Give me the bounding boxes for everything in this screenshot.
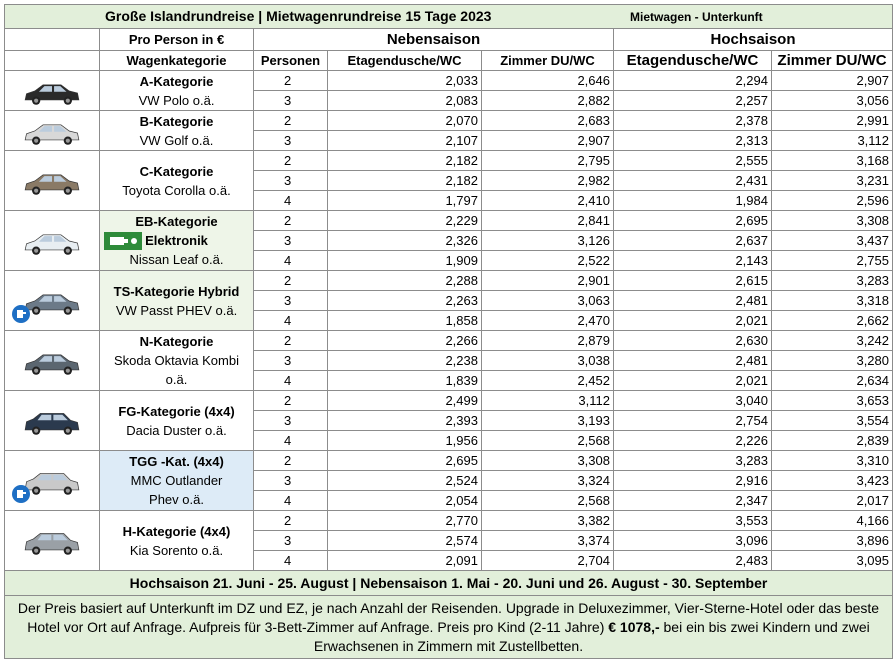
hoch-zimmer-price: 2,907 — [772, 71, 893, 91]
persons-cell: 4 — [254, 551, 328, 571]
persons-cell: 4 — [254, 191, 328, 211]
category-extra — [102, 231, 251, 250]
category-cell — [100, 71, 254, 111]
neben-etage-price: 2,033 — [328, 71, 482, 91]
neben-zimmer-price: 3,126 — [482, 231, 614, 251]
table-row — [5, 331, 893, 351]
category-name: A-Kategorie — [139, 73, 214, 89]
neben-etage-price: 2,499 — [328, 391, 482, 411]
hoch-zimmer-price: 3,308 — [772, 211, 893, 231]
neben-etage-price: 2,107 — [328, 131, 482, 151]
hoch-etagendusche-header: Etagendusche/WC — [614, 51, 772, 71]
neben-zimmer-header: Zimmer DU/WC — [482, 51, 614, 71]
neben-etage-price: 2,266 — [328, 331, 482, 351]
hoch-zimmer-price: 2,662 — [772, 311, 893, 331]
hoch-etage-price: 3,040 — [614, 391, 772, 411]
neben-zimmer-price: 3,308 — [482, 451, 614, 471]
persons-cell: 4 — [254, 251, 328, 271]
category-cell — [100, 391, 254, 451]
hoch-etage-price: 2,754 — [614, 411, 772, 431]
hoch-zimmer-price: 3,095 — [772, 551, 893, 571]
category-model: Skoda Oktavia Kombi — [113, 353, 239, 368]
category-name: B-Kategorie — [139, 113, 214, 129]
neben-etage-price: 1,797 — [328, 191, 482, 211]
neben-zimmer-price: 3,193 — [482, 411, 614, 431]
table-row — [5, 151, 893, 171]
hoch-zimmer-price: 3,231 — [772, 171, 893, 191]
car-image — [5, 111, 100, 151]
title-text: Große Islandrundreise | Mietwagenrundreise 15 Tage 2023 — [105, 8, 492, 24]
hoch-etage-price: 2,615 — [614, 271, 772, 291]
neben-etage-price: 2,288 — [328, 271, 482, 291]
neben-zimmer-price: 2,882 — [482, 91, 614, 111]
price-note — [5, 596, 893, 659]
category-cell — [100, 511, 254, 571]
car-image — [5, 511, 100, 571]
category-model: Kia Sorento o.ä. — [129, 542, 224, 558]
neben-zimmer-price: 2,410 — [482, 191, 614, 211]
price-note-text: Der Preis basiert auf Unterkunft im DZ und EZ, je nach Anzahl der Reisenden. Upgrade in Deluxezimmer, Vier-Sterne-Hotel oder das beste Hotel vor Ort auf Anfrage. Aufpreis für 3-Bett-Zimmer auf Anfrage. Preis pro Kind (2-11 Jahre) — [17, 599, 880, 635]
persons-cell: 4 — [254, 311, 328, 331]
neben-zimmer-price: 2,568 — [482, 491, 614, 511]
category-model: Dacia Duster o.ä. — [126, 422, 227, 438]
hoch-zimmer-price: 2,839 — [772, 431, 893, 451]
category-name: N-Kategorie — [139, 334, 214, 349]
page-title — [5, 5, 893, 29]
table-row — [5, 111, 893, 131]
neben-etage-price: 1,909 — [328, 251, 482, 271]
hoch-etage-price: 1,984 — [614, 191, 772, 211]
hoch-etage-price: 2,257 — [614, 91, 772, 111]
table-row — [5, 211, 893, 231]
car-image — [5, 391, 100, 451]
persons-cell: 2 — [254, 391, 328, 411]
persons-cell: 3 — [254, 171, 328, 191]
hoch-etage-price: 2,916 — [614, 471, 772, 491]
neben-zimmer-price: 2,646 — [482, 71, 614, 91]
hoch-etage-price: 2,021 — [614, 371, 772, 391]
hochsaison-header: Hochsaison — [614, 29, 893, 51]
neben-zimmer-price: 2,841 — [482, 211, 614, 231]
persons-cell: 3 — [254, 351, 328, 371]
persons-cell: 2 — [254, 331, 328, 351]
car-image — [5, 271, 100, 331]
hoch-zimmer-price: 3,423 — [772, 471, 893, 491]
car-image — [5, 71, 100, 111]
neben-zimmer-price: 2,568 — [482, 431, 614, 451]
hoch-etage-price: 2,143 — [614, 251, 772, 271]
per-person-label: Pro Person in € — [100, 29, 254, 51]
neben-etage-price: 2,238 — [328, 351, 482, 371]
persons-cell: 3 — [254, 471, 328, 491]
neben-etage-price: 2,770 — [328, 511, 482, 531]
hoch-zimmer-price: 2,991 — [772, 111, 893, 131]
neben-zimmer-price: 2,879 — [482, 331, 614, 351]
category-cell — [100, 211, 254, 271]
neben-zimmer-price: 3,038 — [482, 351, 614, 371]
hoch-etage-price: 2,347 — [614, 491, 772, 511]
neben-etage-price: 1,858 — [328, 311, 482, 331]
hoch-zimmer-price: 2,755 — [772, 251, 893, 271]
car-image — [5, 451, 100, 511]
plugin-hybrid-icon — [11, 304, 31, 324]
hoch-zimmer-price: 4,166 — [772, 511, 893, 531]
hoch-etage-price: 2,481 — [614, 291, 772, 311]
persons-cell: 3 — [254, 231, 328, 251]
neben-zimmer-price: 3,063 — [482, 291, 614, 311]
category-cell — [100, 151, 254, 211]
persons-cell: 2 — [254, 211, 328, 231]
neben-etage-price: 2,070 — [328, 111, 482, 131]
neben-zimmer-price: 2,901 — [482, 271, 614, 291]
neben-zimmer-price: 3,374 — [482, 531, 614, 551]
category-cell — [100, 331, 254, 391]
category-name: FG-Kategorie (4x4) — [118, 403, 235, 419]
neben-zimmer-price: 3,324 — [482, 471, 614, 491]
car-image — [5, 211, 100, 271]
hoch-zimmer-price: 2,596 — [772, 191, 893, 211]
neben-zimmer-price: 3,382 — [482, 511, 614, 531]
neben-etage-price: 2,083 — [328, 91, 482, 111]
hoch-zimmer-price: 3,168 — [772, 151, 893, 171]
category-model: Nissan Leaf o.ä. — [129, 252, 224, 267]
hoch-zimmer-price: 2,017 — [772, 491, 893, 511]
hoch-etage-price: 2,378 — [614, 111, 772, 131]
persons-cell: 2 — [254, 151, 328, 171]
hoch-etage-price: 2,637 — [614, 231, 772, 251]
neben-zimmer-price: 3,112 — [482, 391, 614, 411]
category-model-2: o.ä. — [165, 372, 188, 387]
neben-etage-price: 2,263 — [328, 291, 482, 311]
hoch-etage-price: 2,431 — [614, 171, 772, 191]
neben-zimmer-price: 2,795 — [482, 151, 614, 171]
persons-cell: 3 — [254, 411, 328, 431]
hoch-etage-price: 2,630 — [614, 331, 772, 351]
persons-cell: 2 — [254, 111, 328, 131]
neben-zimmer-price: 2,683 — [482, 111, 614, 131]
category-name: EB-Kategorie — [135, 214, 218, 229]
table-row — [5, 451, 893, 471]
hoch-zimmer-price: 3,653 — [772, 391, 893, 411]
neben-etage-price: 1,839 — [328, 371, 482, 391]
season-dates: Hochsaison 21. Juni - 25. August | Nebensaison 1. Mai - 20. Juni und 26. August - 30. September — [5, 571, 893, 596]
hoch-etage-price: 3,096 — [614, 531, 772, 551]
category-model: VW Golf o.ä. — [139, 132, 214, 148]
wagenkategorie-header: Wagenkategorie — [100, 51, 254, 71]
hoch-zimmer-price: 2,634 — [772, 371, 893, 391]
hoch-etage-price: 2,226 — [614, 431, 772, 451]
neben-zimmer-price: 2,907 — [482, 131, 614, 151]
neben-zimmer-price: 2,982 — [482, 171, 614, 191]
category-model: VW Passt PHEV o.ä. — [115, 302, 238, 318]
hoch-etage-price: 2,294 — [614, 71, 772, 91]
subtitle-text: Mietwagen - Unterkunft — [630, 10, 763, 24]
table-row — [5, 71, 893, 91]
hoch-zimmer-price: 3,896 — [772, 531, 893, 551]
neben-zimmer-price: 2,470 — [482, 311, 614, 331]
plugin-hybrid-icon — [11, 484, 31, 504]
hoch-zimmer-price: 3,437 — [772, 231, 893, 251]
neben-etage-price: 2,229 — [328, 211, 482, 231]
category-name: TGG -Kat. (4x4) — [129, 454, 224, 469]
neben-etage-price: 2,054 — [328, 491, 482, 511]
hoch-zimmer-price: 3,056 — [772, 91, 893, 111]
category-cell — [100, 271, 254, 331]
persons-cell: 3 — [254, 531, 328, 551]
hoch-etage-price: 2,483 — [614, 551, 772, 571]
hoch-zimmer-price: 3,112 — [772, 131, 893, 151]
neben-etage-price: 1,956 — [328, 431, 482, 451]
hoch-zimmer-price: 3,283 — [772, 271, 893, 291]
price-sheet — [4, 4, 892, 660]
neben-etage-price: 2,326 — [328, 231, 482, 251]
hoch-zimmer-price: 3,242 — [772, 331, 893, 351]
category-name: H-Kategorie (4x4) — [122, 523, 231, 539]
hoch-etage-price: 2,481 — [614, 351, 772, 371]
category-model: MMC Outlander — [130, 473, 223, 488]
hoch-etage-price: 3,283 — [614, 451, 772, 471]
category-model: VW Polo o.ä. — [138, 92, 215, 108]
persons-cell: 4 — [254, 371, 328, 391]
neben-etagendusche-header: Etagendusche/WC — [328, 51, 482, 71]
nebensaison-header: Nebensaison — [254, 29, 614, 51]
persons-cell: 4 — [254, 431, 328, 451]
hoch-zimmer-header: Zimmer DU/WC — [772, 51, 893, 71]
neben-etage-price: 2,574 — [328, 531, 482, 551]
category-name: C-Kategorie — [139, 163, 214, 179]
hoch-zimmer-price: 3,318 — [772, 291, 893, 311]
table-row — [5, 511, 893, 531]
table-row — [5, 391, 893, 411]
hoch-etage-price: 2,021 — [614, 311, 772, 331]
neben-etage-price: 2,182 — [328, 171, 482, 191]
table-row — [5, 271, 893, 291]
hoch-zimmer-price: 3,554 — [772, 411, 893, 431]
price-note-text-end: bei ein bis zwei Kindern und zwei Erwachsenen in Zimmern mit Zustellbetten. — [313, 618, 870, 654]
hoch-etage-price: 2,313 — [614, 131, 772, 151]
price-table — [4, 4, 893, 659]
category-name: TS-Kategorie Hybrid — [113, 283, 240, 299]
neben-zimmer-price: 2,704 — [482, 551, 614, 571]
persons-cell: 3 — [254, 291, 328, 311]
category-extra-text: Elektronik — [145, 233, 208, 248]
persons-cell: 3 — [254, 131, 328, 151]
hoch-etage-price: 2,555 — [614, 151, 772, 171]
neben-zimmer-price: 2,452 — [482, 371, 614, 391]
hoch-etage-price: 2,695 — [614, 211, 772, 231]
neben-etage-price: 2,393 — [328, 411, 482, 431]
neben-etage-price: 2,182 — [328, 151, 482, 171]
category-model-2: Phev o.ä. — [149, 492, 204, 507]
car-image — [5, 151, 100, 211]
persons-cell: 2 — [254, 71, 328, 91]
hoch-zimmer-price: 3,310 — [772, 451, 893, 471]
persons-cell: 2 — [254, 271, 328, 291]
persons-cell: 2 — [254, 511, 328, 531]
hoch-etage-price: 3,553 — [614, 511, 772, 531]
persons-cell: 2 — [254, 451, 328, 471]
category-cell — [100, 111, 254, 151]
persons-cell: 3 — [254, 91, 328, 111]
neben-etage-price: 2,524 — [328, 471, 482, 491]
car-image — [5, 331, 100, 391]
neben-etage-price: 2,695 — [328, 451, 482, 471]
persons-cell: 4 — [254, 491, 328, 511]
personen-header: Personen — [254, 51, 328, 71]
category-model: Toyota Corolla o.ä. — [122, 182, 231, 198]
neben-etage-price: 2,091 — [328, 551, 482, 571]
neben-zimmer-price: 2,522 — [482, 251, 614, 271]
ev-charging-icon — [104, 232, 142, 250]
category-cell — [100, 451, 254, 511]
hoch-zimmer-price: 3,280 — [772, 351, 893, 371]
child-price: € 1078,- — [608, 618, 660, 635]
